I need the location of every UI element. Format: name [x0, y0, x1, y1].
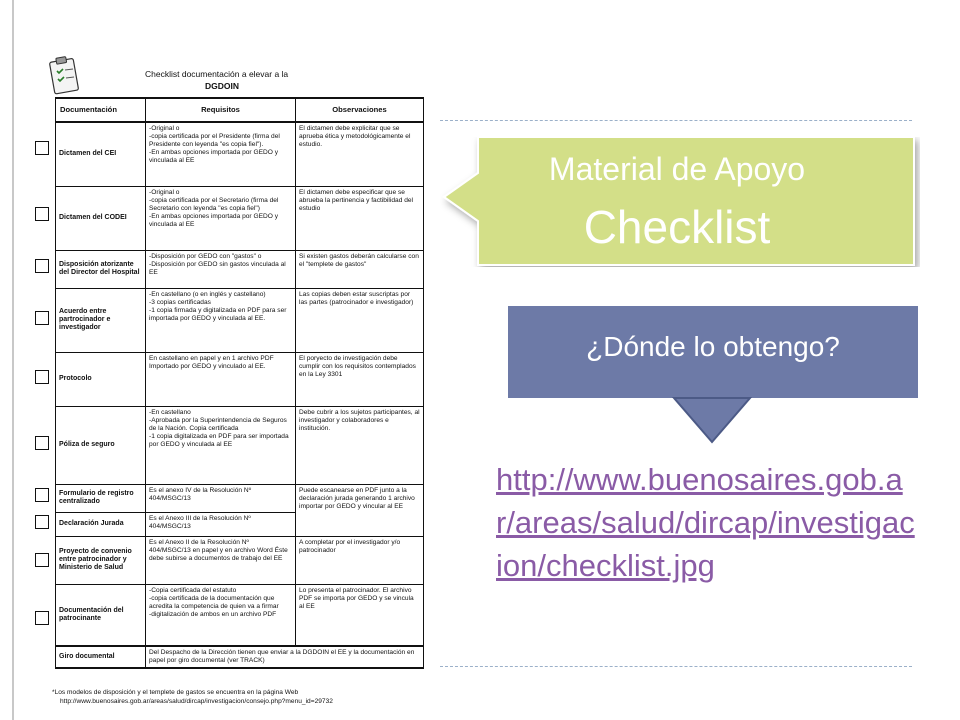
table-row-giro [56, 646, 424, 668]
observation-cell: El dictamen debe especificar que se abrueba la pertinencia y factibilidad del estudio [296, 186, 424, 250]
requirement-cell: Es el Anexo III de la Resolución Nº 404/MSGC/13 [146, 512, 296, 536]
requirement-cell: -Original o -copia certificada por el Secretario (firma del Secretario con leyenda "es copia fiel") -En ambas opciones importada por GEDO y vinculada al EE [146, 186, 296, 250]
question-text: ¿Dónde lo obtengo? [586, 331, 840, 362]
doc-cell: Dictamen del CEI [56, 122, 146, 186]
document-title-line-1: Checklist documentación a elevar a la [145, 69, 289, 79]
footnote-line-1: *Los modelos de disposición y el templete de gastos se encuentra en la página Web [52, 689, 299, 696]
requirement-cell: -Copia certificada del estatuto -copia certificada de la documentación que acredita la competencia de quien va a firmar -digitalización de ambos en un archivo PDF [146, 584, 296, 646]
table-row [56, 250, 424, 288]
table-row [56, 352, 424, 406]
observation-cell: El poryecto de investigación debe cumplir con los requisitos contemplados en la Ley 3301 [296, 352, 424, 406]
table-row [56, 406, 424, 484]
checkbox-dictamen-codei[interactable] [35, 207, 49, 221]
table-row [56, 536, 424, 584]
observation-cell: Lo presenta el patrocinador. El archivo PDF se importa por GEDO y se vincula al EE [296, 584, 424, 646]
top-dashed-divider [440, 120, 912, 121]
checkbox-formulario[interactable] [35, 488, 49, 502]
doc-cell: Protocolo [56, 352, 146, 406]
doc-cell: Acuerdo entre partrocinador e investigador [56, 288, 146, 352]
observation-cell: Debe cubrir a los sujetos participantes, al investigador y colaboradores e institución. [296, 406, 424, 484]
checkbox-documentacion-patrocinante[interactable] [35, 611, 49, 625]
doc-cell: Disposición atorizante del Director del Hospital [56, 250, 146, 288]
observation-cell: Puede escanearse en PDF junto a la declaración jurada generando 1 archivo importar por GEDO y vincular al EE [296, 484, 424, 536]
doc-cell: Documentación del patrocinante [56, 584, 146, 646]
requirement-cell: Es el Anexo II de la Resolución Nº 404/MSGC/13 en papel y en archivo Word Éste debe subirse a documentos de trabajo del EE [146, 536, 296, 584]
callout-title: Material de Apoyo [548, 151, 806, 187]
checkbox-poliza[interactable] [35, 436, 49, 450]
document-title-line-2: DGDOIN [205, 81, 239, 91]
requirement-cell: -En castellano (o en inglés y castellano) -3 copias certificadas -1 copia firmada y digitalizada en PDF para ser importada por GEDO y vinculada al EE. [146, 288, 296, 352]
table-row [56, 484, 424, 512]
giro-text-cell: Del Despacho de la Dirección tienen que enviar a la DGDOIN el EE y la documentación en papel por giro documental (ver TRACK) [146, 646, 424, 668]
observation-cell: A completar por el investigador y/o patrocinador [296, 536, 424, 584]
document-title [145, 68, 385, 92]
table-row [56, 584, 424, 646]
checkbox-dictamen-cei[interactable] [35, 141, 49, 155]
observation-cell: Si existen gastos deberán calcularse con el "templete de gastos" [296, 250, 424, 288]
doc-cell: Póliza de seguro [56, 406, 146, 484]
doc-cell: Declaración Jurada [56, 512, 146, 536]
checkbox-acuerdo[interactable] [35, 311, 49, 325]
column-header: Documentación [56, 98, 146, 122]
giro-label-cell: Giro documental [56, 646, 146, 668]
bottom-dashed-divider [440, 666, 912, 667]
table-row [56, 122, 424, 186]
doc-cell: Proyecto de convenio entre patrocinador y Ministerio de Salud [56, 536, 146, 584]
table-row [56, 186, 424, 250]
column-header: Observaciones [296, 98, 424, 122]
table-row [56, 288, 424, 352]
down-arrow-icon [672, 396, 752, 446]
checkbox-declaracion[interactable] [35, 515, 49, 529]
table-header-row [56, 98, 424, 122]
requirement-cell: En castellano en papel y en 1 archivo PDF Importado por GEDO y vinculado al EE. [146, 352, 296, 406]
checklist-link[interactable]: http://www.buenosaires.gob.ar/areas/salud/dircap/investigacion/checklist.jpg [496, 462, 915, 583]
doc-cell: Dictamen del CODEI [56, 186, 146, 250]
checkbox-proyecto-convenio[interactable] [35, 553, 49, 567]
footnote-url: http://www.buenosaires.gob.ar/areas/salud/dircap/investigacion/consejo.php?menu_id=29732 [60, 698, 333, 705]
observation-cell: Las copias deben estar suscriptas por las partes (patrocinador e investigador) [296, 288, 424, 352]
observation-cell: El dictamen debe explicitar que se aprueba ética y metodológicamente el estudio. [296, 122, 424, 186]
document-footnote [52, 688, 432, 706]
requirement-cell: -Disposición por GEDO con "gastos" o -Disposición por GEDO sin gastos vinculada al EE [146, 250, 296, 288]
requirement-cell: Es el anexo IV de la Resolución Nº 404/MSGC/13 [146, 484, 296, 512]
checklist-table [55, 97, 424, 669]
slide-edge-bar [12, 0, 14, 720]
checkbox-disposicion[interactable] [35, 259, 49, 273]
requirement-cell: -En castellano -Aprobada por la Superintendencia de Seguros de la Nación. Copia certificada -1 copia digitalizada en PDF para ser importada por GEDO y vinculada al EE [146, 406, 296, 484]
callout-subtitle: Checklist [583, 201, 771, 253]
column-header: Requisitos [146, 98, 296, 122]
requirement-cell: -Original o -copia certificada por el Presidente (firma del Presidente con leyenda "es copia fiel"). -En ambas opciones importada por GEDO y vinculada al EE [146, 122, 296, 186]
checkbox-protocolo[interactable] [35, 370, 49, 384]
clipboard-icon [48, 55, 82, 95]
doc-cell: Formulario de registro centralizado [56, 484, 146, 512]
